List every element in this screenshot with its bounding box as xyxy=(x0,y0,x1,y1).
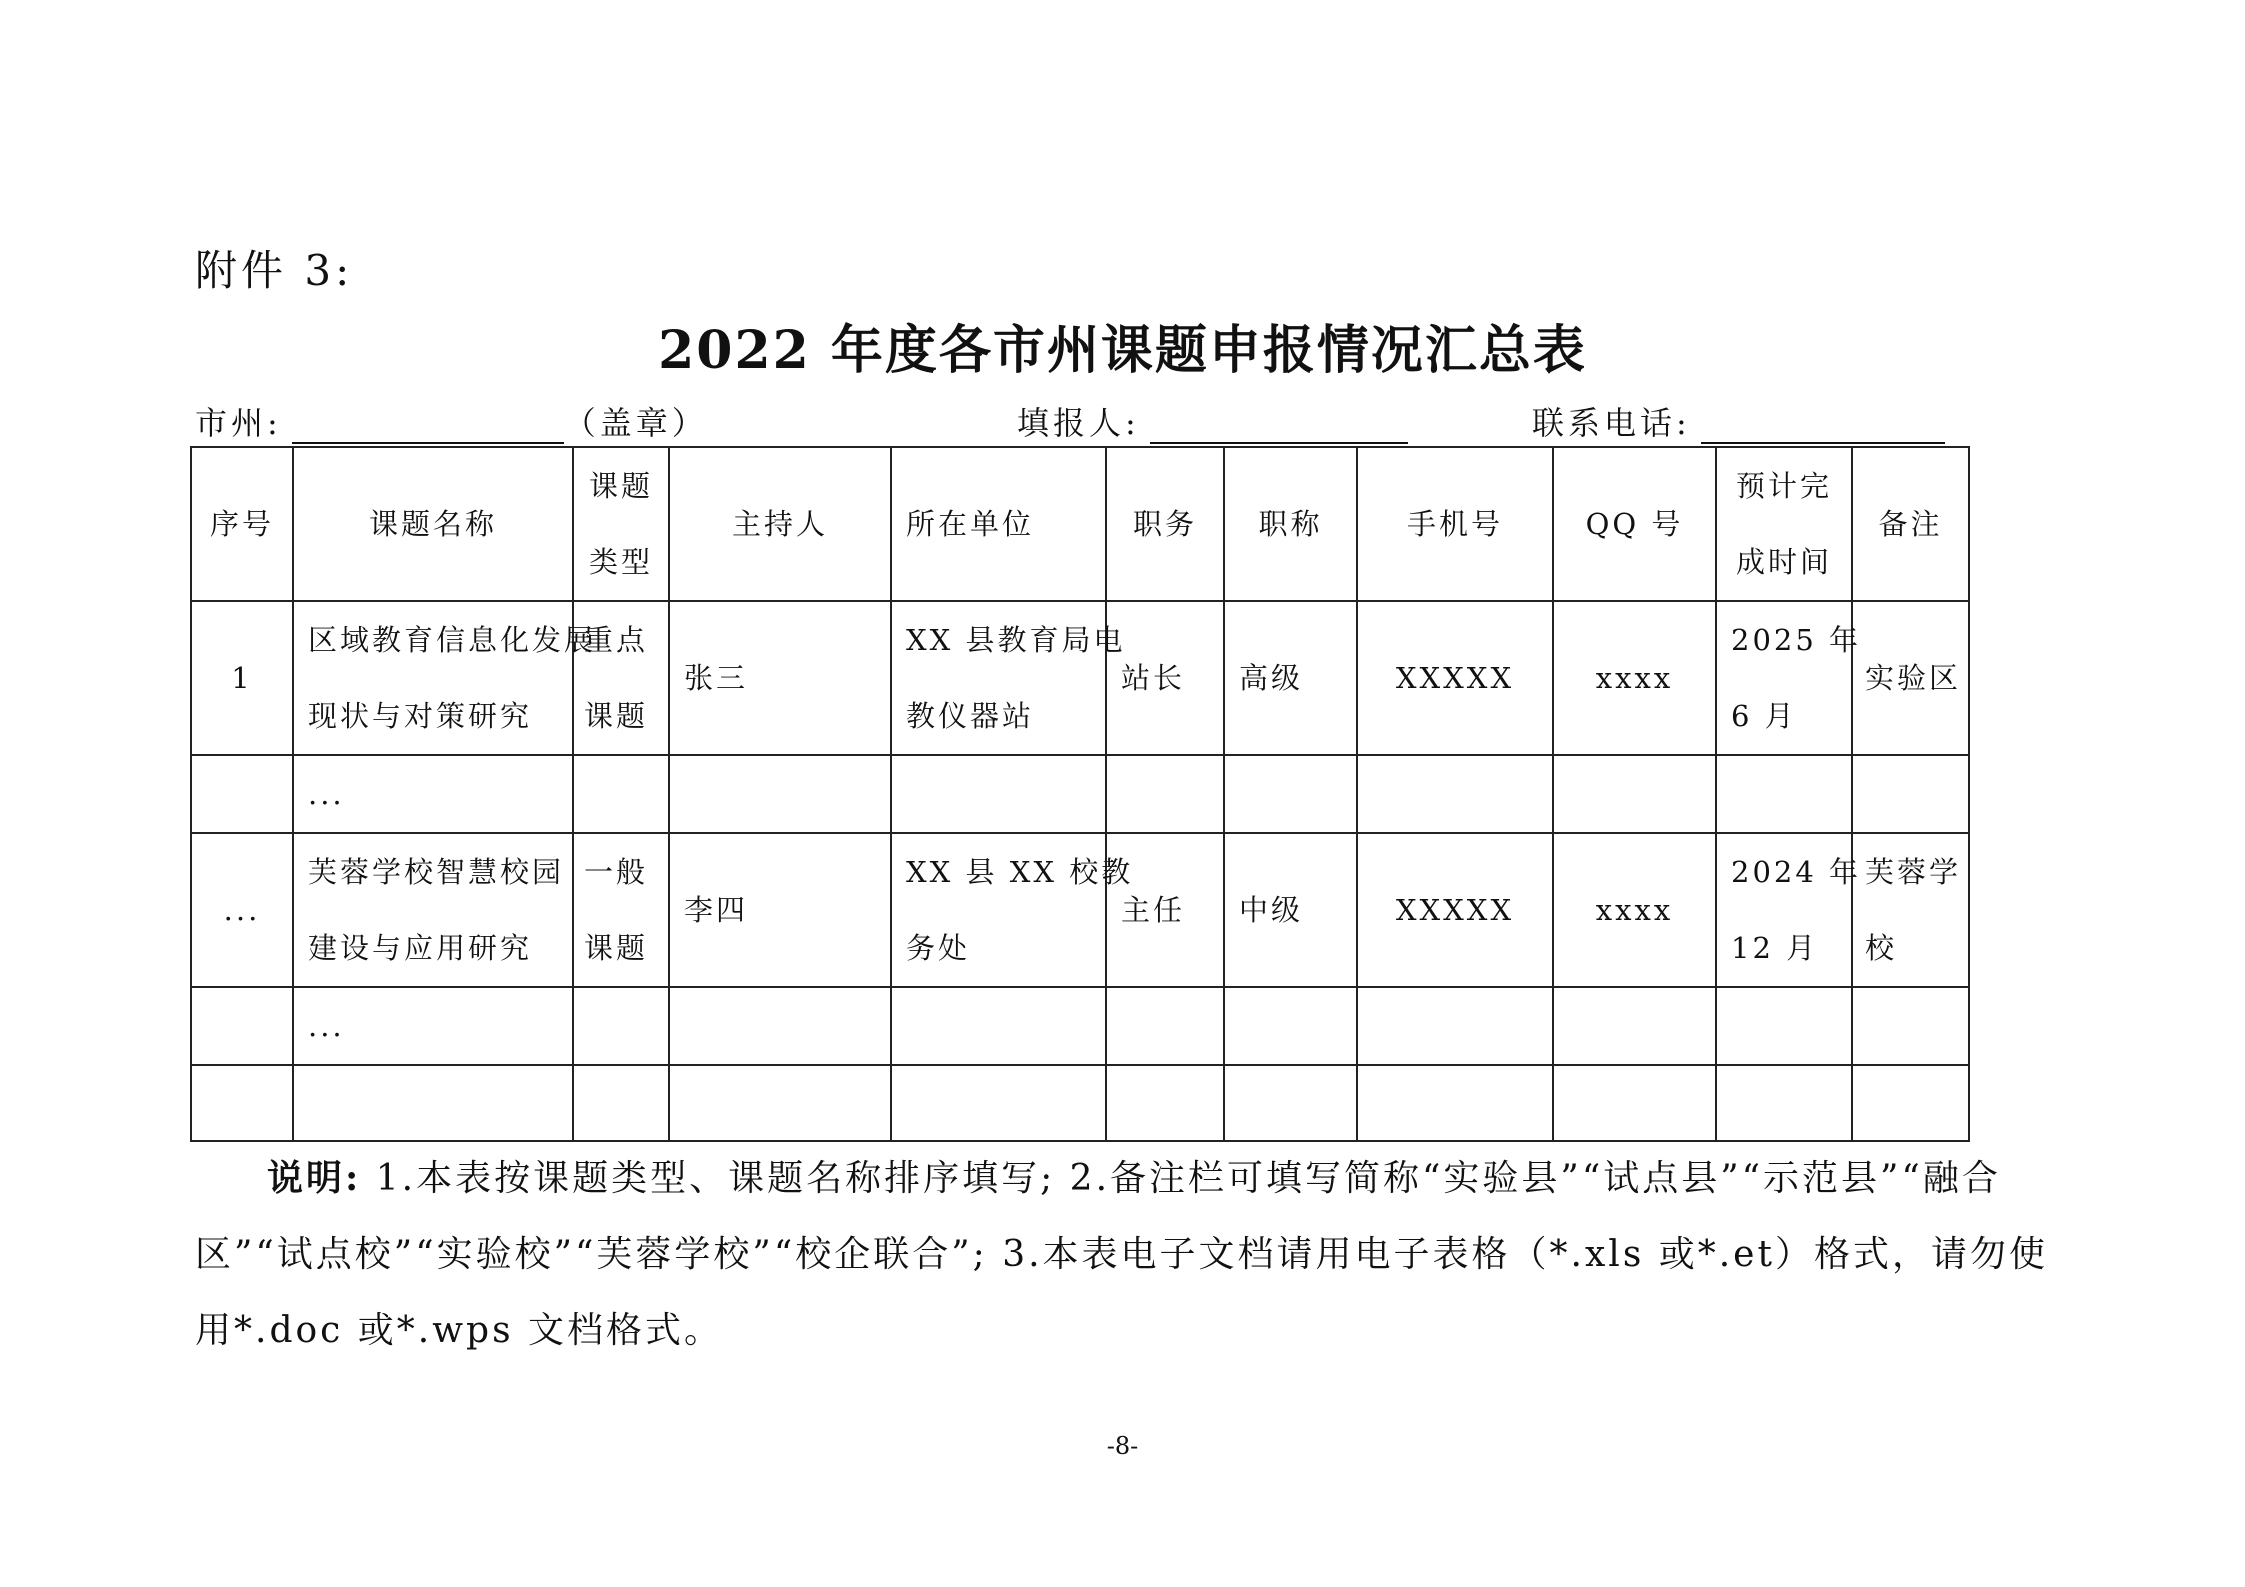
table-row xyxy=(191,755,1969,833)
cell-mobile: XXXXX xyxy=(1357,601,1553,755)
reporter-blank[interactable] xyxy=(1150,408,1408,444)
cell-empty xyxy=(573,987,669,1065)
cell-empty xyxy=(669,755,891,833)
col-header-name: 课题名称 xyxy=(293,447,573,601)
cell-empty xyxy=(1716,755,1852,833)
cell-empty xyxy=(573,1065,669,1141)
cell-empty xyxy=(1716,1065,1852,1141)
summary-table xyxy=(190,446,1970,1142)
note-text: 1.本表按课题类型、课题名称排序填写; 2.备注栏可填写简称“实验县”“试点县”“示范县”“融合区”“试点校”“实验校”“芙蓉学校”“校企联合”; 3.本表电子文档请用电子表格（*.xls 或*.et）格式，请勿使用*.doc 或*.wps 文档格式。 xyxy=(195,1158,2048,1351)
col-header-unit: 所在单位 xyxy=(891,447,1106,601)
cell-empty xyxy=(1716,987,1852,1065)
table-row xyxy=(191,601,1969,755)
cell-empty xyxy=(1553,987,1716,1065)
cell-empty xyxy=(1224,987,1357,1065)
col-header-rank: 职称 xyxy=(1224,447,1357,601)
page-title: 2022 年度各市州课题申报情况汇总表 xyxy=(658,320,1587,381)
table-row xyxy=(191,833,1969,987)
cell-unit: XX 县教育局电 教仪器站 xyxy=(891,601,1106,755)
cell-post: 主任 xyxy=(1106,833,1224,987)
cell-empty xyxy=(573,755,669,833)
cell-empty xyxy=(1852,987,1969,1065)
phone-label: 联系电话: xyxy=(1532,404,1691,442)
cell-qq: xxxx xyxy=(1553,601,1716,755)
cell-empty xyxy=(1852,755,1969,833)
cell-qq: xxxx xyxy=(1553,833,1716,987)
cell-remark: 实验区 xyxy=(1852,601,1969,755)
cell-no xyxy=(191,1065,293,1141)
cell-empty xyxy=(891,755,1106,833)
cell-empty xyxy=(1553,755,1716,833)
cell-name: ... xyxy=(293,755,573,833)
col-header-time: 预计完成时间 xyxy=(1716,447,1852,601)
cell-empty xyxy=(1224,1065,1357,1141)
phone-blank[interactable] xyxy=(1701,408,1945,444)
cell-empty xyxy=(891,987,1106,1065)
table-row xyxy=(191,987,1969,1065)
cell-type: 一般 课题 xyxy=(573,833,669,987)
cell-empty xyxy=(1106,987,1224,1065)
col-header-type: 课题类型 xyxy=(573,447,669,601)
col-header-no: 序号 xyxy=(191,447,293,601)
cell-no: 1 xyxy=(191,601,293,755)
cell-empty xyxy=(1224,755,1357,833)
note-label: 说明: xyxy=(267,1157,362,1199)
cell-empty xyxy=(1852,1065,1969,1141)
cell-empty xyxy=(1106,1065,1224,1141)
page-number: -8- xyxy=(1106,1432,1139,1460)
cell-name: 区域教育信息化发展 现状与对策研究 xyxy=(293,601,573,755)
cell-no xyxy=(191,987,293,1065)
city-field xyxy=(195,398,708,444)
cell-type: 重点 课题 xyxy=(573,601,669,755)
cell-empty xyxy=(1357,755,1553,833)
cell-time: 2025 年 6 月 xyxy=(1716,601,1852,755)
cell-name: 芙蓉学校智慧校园 建设与应用研究 xyxy=(293,833,573,987)
cell-empty xyxy=(1357,987,1553,1065)
cell-no: ... xyxy=(191,833,293,987)
cell-post: 站长 xyxy=(1106,601,1224,755)
city-blank[interactable] xyxy=(292,408,564,444)
col-header-qq: QQ 号 xyxy=(1553,447,1716,601)
cell-no xyxy=(191,755,293,833)
cell-empty xyxy=(1553,1065,1716,1141)
col-header-remark: 备注 xyxy=(1852,447,1969,601)
cell-name xyxy=(293,1065,573,1141)
phone-field xyxy=(1532,398,1945,444)
reporter-field xyxy=(1017,398,1408,444)
cell-name: ... xyxy=(293,987,573,1065)
cell-mobile: XXXXX xyxy=(1357,833,1553,987)
cell-time: 2024 年 12 月 xyxy=(1716,833,1852,987)
cell-empty xyxy=(1106,755,1224,833)
cell-empty xyxy=(891,1065,1106,1141)
cell-empty xyxy=(669,1065,891,1141)
cell-unit: XX 县 XX 校教 务处 xyxy=(891,833,1106,987)
col-header-post: 职务 xyxy=(1106,447,1224,601)
reporter-label: 填报人: xyxy=(1017,404,1140,442)
attachment-label: 附件 3: xyxy=(195,246,354,295)
explanatory-note xyxy=(195,1140,2075,1369)
col-header-host: 主持人 xyxy=(669,447,891,601)
col-header-mobile: 手机号 xyxy=(1357,447,1553,601)
table-row xyxy=(191,1065,1969,1141)
cell-rank: 中级 xyxy=(1224,833,1357,987)
cell-host: 张三 xyxy=(669,601,891,755)
cell-empty xyxy=(669,987,891,1065)
cell-host: 李四 xyxy=(669,833,891,987)
cell-empty xyxy=(1357,1065,1553,1141)
table-header-row xyxy=(191,447,1969,601)
cell-remark: 芙蓉学 校 xyxy=(1852,833,1969,987)
city-label: 市州: xyxy=(195,404,282,442)
seal-label: （盖章） xyxy=(563,404,708,442)
cell-rank: 高级 xyxy=(1224,601,1357,755)
